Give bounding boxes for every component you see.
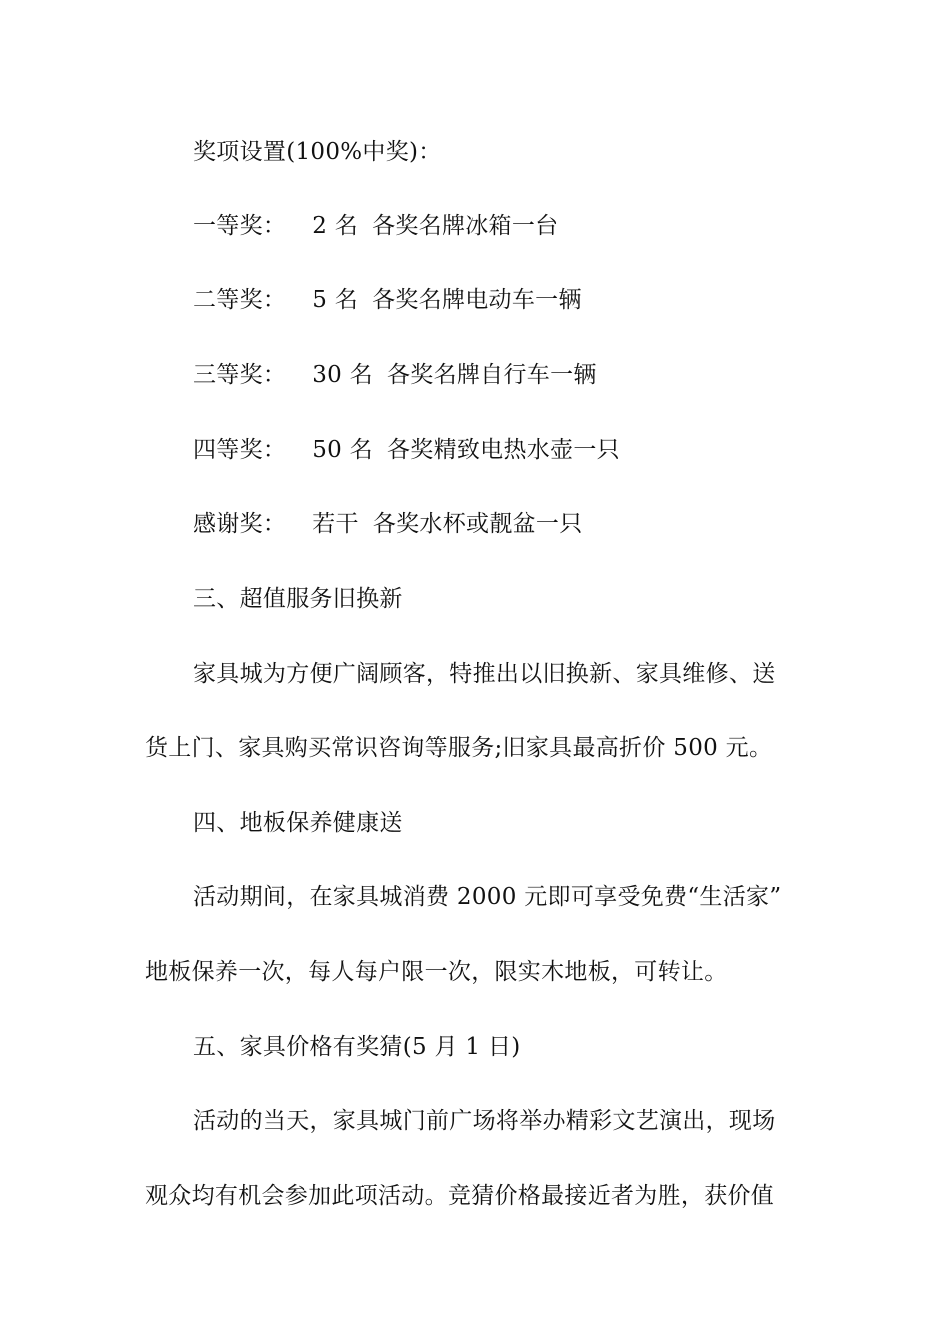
section3-paragraph-line1: 家具城为方便广阔顾客，特推出以旧换新、家具维修、送 (193, 661, 776, 687)
prize-count: 50 名 (312, 437, 373, 463)
prize-desc: 各奖水杯或靓盆一只 (372, 511, 583, 537)
prize-desc: 各奖名牌冰箱一台 (372, 213, 559, 239)
prize-rank: 三等奖： (193, 362, 287, 388)
section4-paragraph-line1: 活动期间，在家具城消费 2000 元即可享受免费“生活家” (193, 884, 782, 910)
prize-row-third (193, 360, 810, 390)
prize-count: 2 名 (312, 213, 359, 239)
section3-paragraph-line2: 货上门、家具购买常识咨询等服务;旧家具最高折价 500 元。 (145, 735, 773, 761)
prize-row-thanks (193, 509, 810, 539)
section3-title: 三、超值服务旧换新 (193, 586, 403, 612)
prize-desc: 各奖名牌电动车一辆 (372, 287, 582, 313)
section5-paragraph-line2: 观众均有机会参加此项活动。竞猜价格最接近者为胜，获价值 (145, 1183, 775, 1209)
awards-heading: 奖项设置(100%中奖)： (193, 139, 442, 165)
section4-title: 四、地板保养健康送 (193, 810, 403, 836)
prize-row-second (193, 285, 810, 315)
prize-desc: 各奖名牌自行车一辆 (386, 362, 597, 388)
prize-count: 5 名 (312, 287, 359, 313)
section5-title: 五、家具价格有奖猜(5 月 1 日) (193, 1034, 521, 1060)
prize-rank: 四等奖： (193, 437, 287, 463)
section5-paragraph-line1: 活动的当天，家具城门前广场将举办精彩文艺演出，现场 (193, 1108, 776, 1134)
prize-rank: 感谢奖： (193, 511, 287, 537)
prize-count: 30 名 (312, 362, 373, 388)
prize-rank: 一等奖： (193, 213, 287, 239)
section4-paragraph-line2: 地板保养一次，每人每户限一次，限实木地板，可转让。 (145, 959, 728, 985)
prize-count: 若干 (312, 511, 359, 537)
prize-desc: 各奖精致电热水壶一只 (386, 437, 620, 463)
prize-row-first (193, 211, 810, 241)
prize-rank: 二等奖： (193, 287, 287, 313)
prize-row-fourth (193, 435, 810, 465)
